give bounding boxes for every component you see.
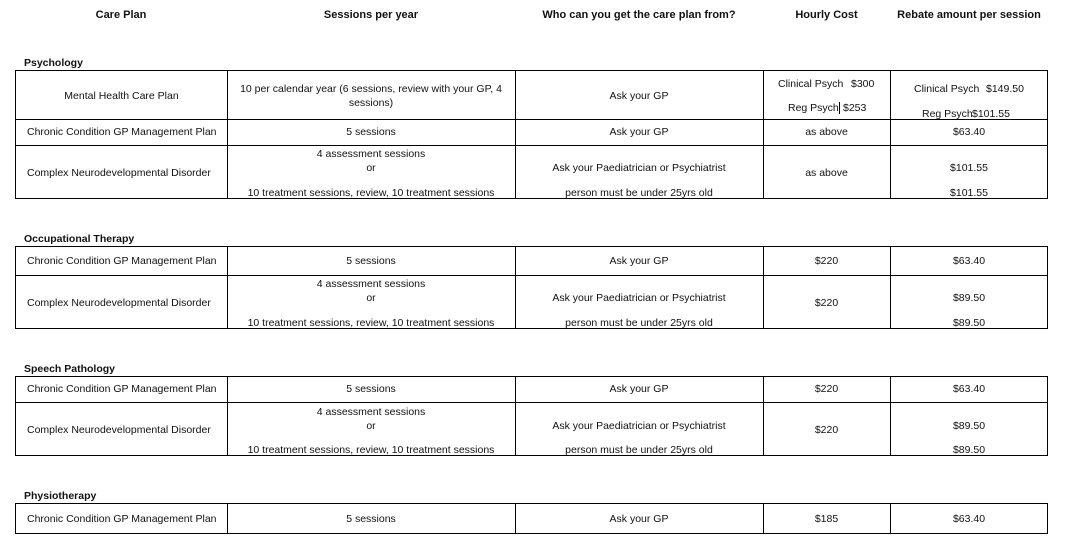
table-row	[16, 119, 1047, 146]
table-row	[16, 71, 1047, 119]
table-row	[16, 377, 1047, 402]
section-title-speech-pathology: Speech Pathology	[24, 363, 116, 375]
sessions-text: 5 sessions	[346, 383, 396, 395]
cost-clinical-value: $300	[851, 78, 875, 90]
header-sessions: Sessions per year	[323, 9, 419, 21]
table-row	[16, 275, 1047, 330]
care-plan-name: Chronic Condition GP Management Plan	[27, 126, 217, 138]
who-note: person must be under 25yrs old	[565, 317, 713, 329]
sessions-text: 4 assessment sessions	[316, 406, 426, 418]
cost-text: as above	[805, 167, 848, 179]
who-text: Ask your Paediatrician or Psychiatrist	[552, 162, 726, 174]
who-note: person must be under 25yrs old	[565, 187, 713, 199]
sessions-text: 4 assessment sessions	[316, 148, 426, 160]
cost-text: $220	[814, 255, 839, 267]
cost-text: $220	[814, 424, 839, 436]
cost-text: $220	[814, 297, 839, 309]
sessions-or: or	[366, 420, 376, 432]
section-title-occupational-therapy: Occupational Therapy	[24, 233, 135, 245]
text-cursor	[838, 102, 841, 115]
sessions-text: sessions)	[348, 97, 394, 109]
rebate-text: $63.40	[952, 513, 986, 525]
sessions-text: 10 treatment sessions, review, 10 treatment sessions	[247, 187, 495, 199]
care-plan-name: Mental Health Care Plan	[64, 90, 179, 102]
rebate-clinical-label: Clinical Psych	[914, 83, 980, 95]
occupational-therapy-table	[15, 246, 1048, 329]
rebate-text: $101.55	[950, 162, 988, 174]
care-plan-name: Chronic Condition GP Management Plan	[27, 255, 217, 267]
sessions-text: 4 assessment sessions	[316, 278, 426, 290]
rebate-text: $89.50	[952, 420, 986, 432]
header-rebate: Rebate amount per session	[897, 9, 1041, 21]
table-row	[16, 402, 1047, 457]
who-text: Ask your GP	[609, 383, 669, 395]
table-row	[16, 145, 1047, 200]
sessions-text: 10 treatment sessions, review, 10 treatment sessions	[247, 444, 495, 456]
rebate-text: $89.50	[952, 317, 986, 329]
psychology-table	[15, 70, 1048, 199]
rebate-text: $89.50	[952, 292, 986, 304]
cost-clinical-label: Clinical Psych	[778, 78, 844, 90]
cost-text: as above	[805, 126, 848, 138]
sessions-or: or	[366, 292, 376, 304]
cost-text: $185	[814, 513, 839, 525]
care-plan-name: Complex Neurodevelopmental Disorder	[27, 424, 211, 436]
speech-pathology-table	[15, 376, 1048, 456]
table-row	[16, 247, 1047, 275]
who-text: Ask your GP	[609, 255, 669, 267]
care-plan-name: Complex Neurodevelopmental Disorder	[27, 297, 211, 309]
table-row	[16, 504, 1047, 533]
section-title-physiotherapy: Physiotherapy	[24, 490, 97, 502]
cost-reg-value: $253	[843, 102, 867, 114]
sessions-text: 5 sessions	[346, 126, 396, 138]
sessions-text: 10 per calendar year (6 sessions, review with your GP, 4	[240, 83, 502, 95]
cost-text: $220	[814, 383, 839, 395]
who-text: Ask your Paediatrician or Psychiatrist	[552, 420, 726, 432]
sessions-text: 10 treatment sessions, review, 10 treatment sessions	[247, 317, 495, 329]
care-plan-name: Chronic Condition GP Management Plan	[27, 383, 217, 395]
header-hourly-cost: Hourly Cost	[795, 9, 858, 21]
rebate-text: $63.40	[952, 126, 986, 138]
section-title-psychology: Psychology	[24, 57, 83, 69]
physiotherapy-table	[15, 503, 1048, 534]
sessions-text: 5 sessions	[346, 255, 396, 267]
who-text: Ask your GP	[609, 513, 669, 525]
header-care-plan: Care Plan	[95, 9, 147, 21]
header-who: Who can you get the care plan from?	[542, 9, 736, 21]
cost-reg-label: Reg Psych	[788, 102, 839, 114]
rebate-text: $101.55	[950, 187, 988, 199]
rebate-text: $63.40	[952, 383, 986, 395]
who-text: Ask your GP	[609, 90, 669, 102]
rebate-text: $63.40	[952, 255, 986, 267]
rebate-text: $89.50	[952, 444, 986, 456]
rebate-reg-label: Reg Psych	[922, 108, 973, 120]
care-plan-name: Complex Neurodevelopmental Disorder	[27, 167, 211, 179]
sessions-or: or	[366, 162, 376, 174]
who-text: Ask your Paediatrician or Psychiatrist	[552, 292, 726, 304]
who-text: Ask your GP	[609, 126, 669, 138]
who-note: person must be under 25yrs old	[565, 444, 713, 456]
rebate-reg-value: $101.55	[972, 108, 1010, 120]
rebate-clinical-value: $149.50	[986, 83, 1024, 95]
care-plan-name: Chronic Condition GP Management Plan	[27, 513, 217, 525]
sessions-text: 5 sessions	[346, 513, 396, 525]
